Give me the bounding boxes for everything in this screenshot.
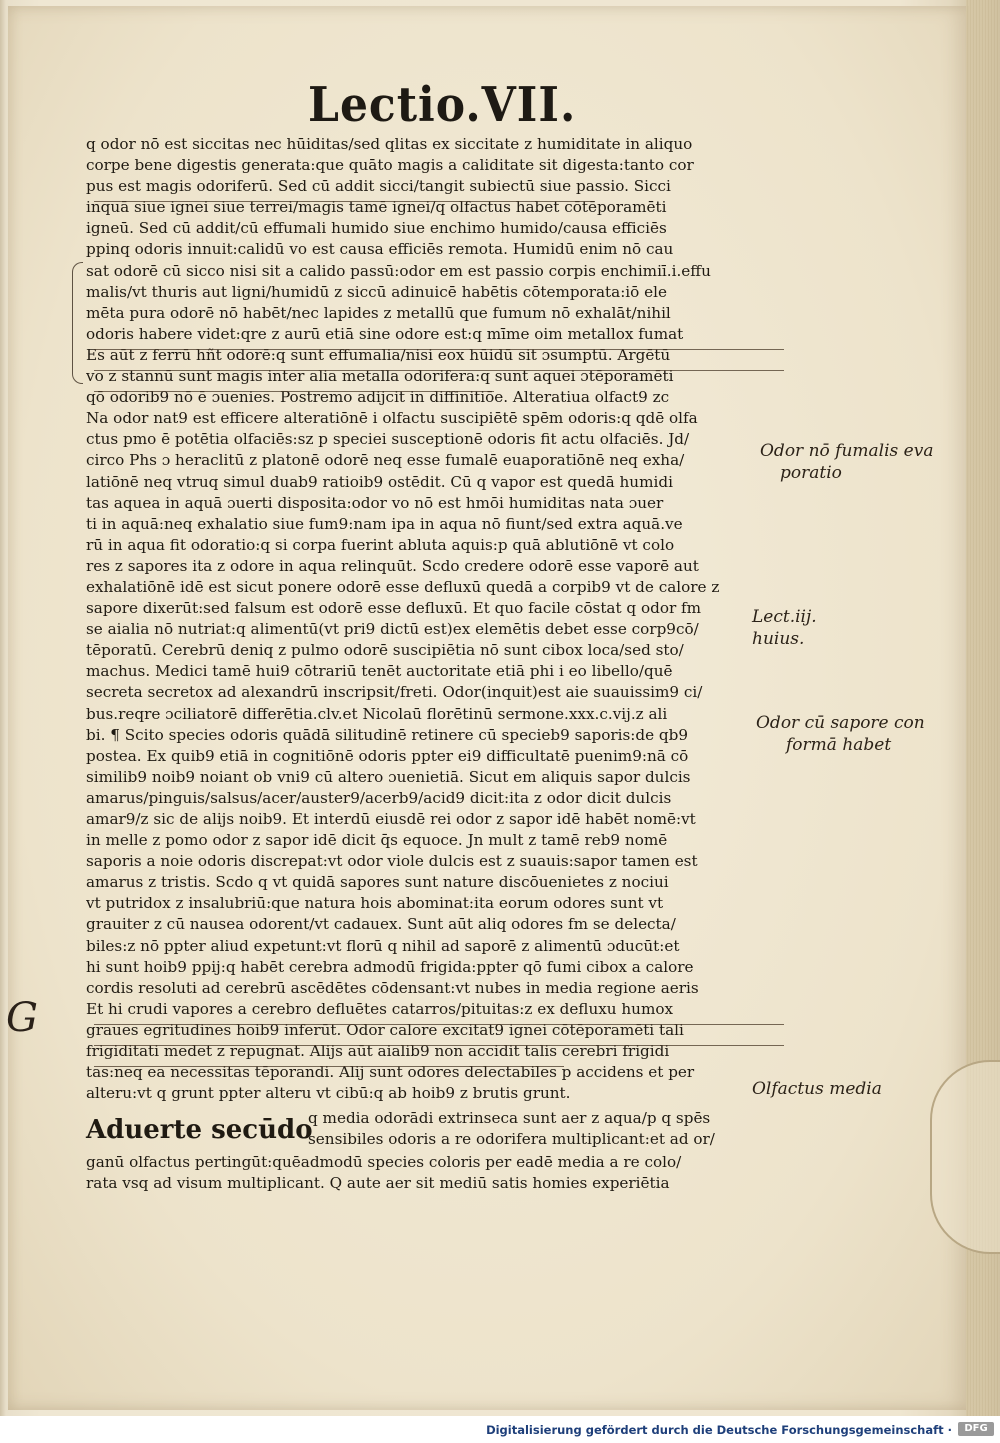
text-line: tas:neq ea necessitas tēporandi. Alij sunt odores delectabiles p accidens et per [86, 1063, 695, 1082]
text-line: bus.reqre ɔciliatorē differētia.clv.et Nicolaū florētinū sermone.xxx.c.vij.z ali [86, 704, 668, 723]
text-line: pus est magis odoriferū. Sed cū addit sicci/tangit subiectū siue passio. Sicci [86, 177, 671, 196]
text-line: vt putridox z insalubriū:que natura hois abominat:ita eorum odores sunt vt [86, 894, 664, 913]
text-line: saporis a noie odoris discrepat:vt odor viole dulcis est z suauis:sapor tamen est [86, 852, 698, 871]
text-line: rata vsq ad visum multiplicant. Q aute aer sit mediū satis homies experiētia [86, 1174, 670, 1193]
ink-underline [94, 1045, 784, 1046]
footer-bar [0, 1416, 1000, 1443]
text-line: tēporatū. Cerebrū deniq z pulmo odorē suscipiētia nō sunt cibox loca/sed sto/ [86, 641, 684, 660]
ink-underline [94, 349, 784, 350]
text-line: ppinq odoris innuit:calidū vo est causa efficiēs remota. Humidū enim nō cau [86, 240, 674, 259]
text-line: hi sunt hoib9 ppij:q habēt cerebra admodū frigida:ppter qō fumi cibox a calore [86, 957, 694, 976]
ink-underline [94, 370, 784, 371]
text-line: vo z stannū sunt magis inter alia metalla odorifera:q sunt aquei ɔtēporamēti [86, 367, 674, 386]
text-line: mēta pura odorē nō habēt/nec lapides z metallū que fumum nō exhalāt/nihil [86, 303, 671, 322]
text-line: in melle z pomo odor z sapor idē dicit q̄s equoce. Jn mult z tamē reb9 nomē [86, 831, 668, 850]
ink-underline [94, 1066, 564, 1067]
margin-note-3 [756, 712, 925, 756]
text-line: tas aquea in aquā ɔuerti disposita:odor vo nō est hmōi humiditas nata ɔuer [86, 493, 664, 512]
text-line: grauiter z cū nausea odorent/vt cadauex. Sunt aūt aliq odores fm se delecta/ [86, 915, 676, 934]
marginal-flourish: G [6, 995, 38, 1041]
ink-underline [94, 1024, 784, 1025]
margin-note-3-line2: formā habet [786, 735, 892, 755]
text-line: sat odorē cū sicco nisi sit a calido passū:odor em est passio corpis enchimiī.i.effu [86, 261, 711, 280]
text-line: inquā siue ignei siue terrei/magis tamē ignei/q olfactus habet cōtēporamēti [86, 198, 667, 217]
dfg-credit: Digitalisierung gefördert durch die Deutsche Forschungsgemeinschaft · [486, 1423, 952, 1437]
text-line: amar9/z sic de alijs noib9. Et interdū eiusdē rei odor z sapor idē habēt nomē:vt [86, 810, 696, 828]
text-line: se aialia nō nutriat:q alimentū(vt pri9 dictū est)ex elemētis debet esse corp9cō/ [86, 620, 699, 639]
margin-note-1-line2: poratio [780, 463, 842, 483]
text-line: Et hi crudi vapores a cerebro defluētes catarros/pituitas:z ex defluxu humox [86, 999, 674, 1018]
text-line: amarus z tristis. Scdo q vt quidā sapores sunt nature discōuenietes z nociui [86, 873, 669, 892]
text-line: sensibiles odoris a re odorifera multiplicant:et ad or/ [308, 1130, 715, 1149]
text-line: Na odor nat9 est efficere alteratiōnē i olfactu suscipiētē spēm odoris:q qdē olfa [86, 409, 698, 428]
text-line: circo Phs ɔ heraclitū z platonē odorē neq esse fumalē euaporatiōnē neq exha/ [86, 451, 685, 470]
margin-note-2-line1: Lect.iij. [752, 607, 817, 627]
text-line: malis/vt thuris aut ligni/humidū z siccū adinuicē habētis cōtemporata:iō ele [86, 282, 667, 301]
text-line: Es aūt z ferrū hñt odorē:q sunt effumalia/nisi eox hūidū sit ɔsumptū. Argētū [86, 345, 671, 364]
text-line: amarus/pinguis/salsus/acer/auster9/acerb9/acid9 dicit:ita z odor dicit dulcis [86, 788, 672, 807]
margin-note-2-line2: huius. [752, 629, 805, 649]
text-line: rū in aqua fit odoratio:q si corpa fuerint abluta aquis:p quā ablutiōnē vt colo [86, 535, 675, 554]
text-line: q odor nō est siccitas nec hūiditas/sed qlitas ex siccitate z humiditate in aliquo [86, 135, 693, 153]
text-line: q media odorādi extrinseca sunt aer z aqua/p q spēs [308, 1109, 711, 1128]
text-line: igneū. Sed cū addit/cū effumali humido siue enchimo humido/causa efficiēs [86, 219, 667, 238]
text-line: alteru:vt q grunt ppter alteru vt cibū:q ab hoib9 z brutis grunt. [86, 1084, 571, 1103]
text-line: machus. Medici tamē hui9 cōtrariū tenēt auctoritate etiā phi i eo libello/quē [86, 662, 673, 681]
text-line: ganū olfactus pertingūt:quēadmodū species coloris per eadē media a re colo/ [86, 1153, 682, 1172]
margin-note-2 [752, 606, 817, 650]
text-line: odoris habere videt:qre z aurū etiā sine odore est:q mīme oim metallox fumat [86, 324, 684, 343]
ink-underline [94, 201, 594, 202]
ink-underline [94, 391, 494, 392]
dfg-logo: DFG [958, 1422, 994, 1436]
text-line: qō odorib9 nō ē ɔuenies. Postremo adijcit in diffinitiōe. Alteratiua olfact9 zc [86, 388, 670, 407]
margin-note-4-text: Olfactus media [752, 1079, 882, 1099]
text-line: graues egritudines hoib9 inferūt. Odor calore excitat9 ignei cōtēporamēti tali [86, 1020, 684, 1039]
text-line: bi. ¶ Scito species odoris quādā silitudinē retinere cū specieb9 saporis:de qb9 [86, 725, 689, 744]
page-leaf [8, 6, 969, 1410]
text-line: res z sapores ita z odore in aqua relinquūt. Scdo credere odorē esse vaporē aut [86, 556, 699, 575]
margin-note-4 [752, 1078, 882, 1100]
margin-bracket [72, 262, 83, 384]
text-line: postea. Ex quib9 etiā in cognitiōnē odoris ppter ei9 difficultatē puenim9:nā cō [86, 746, 689, 765]
text-line: ctus pmo ē potētia olfaciēs:sz p speciei susceptionē odoris fit actu olfaciēs. Jd/ [86, 430, 690, 449]
margin-note-1 [760, 440, 933, 484]
body-text [86, 134, 776, 1195]
text-line: biles:z nō ppter aliud expetunt:vt florū q nihil ad saporē z alimentū ɔducūt:et [86, 936, 680, 955]
text-line: sapore dixerūt:sed falsum est odorē esse defluxū. Et quo facile cōstat q odor fm [86, 599, 702, 618]
margin-note-1-line1: Odor nō fumalis eva [760, 441, 934, 461]
text-line: frigiditati medet z repugnat. Alijs aūt aialib9 non accidit talis cerebri frigidi [86, 1042, 670, 1061]
lectio-heading: Lectio.VII. [308, 77, 577, 133]
advert-lines [308, 1108, 715, 1150]
text-line: secreta secretox ad alexandrū inscripsit/freti. Odor(inquit)est aie suauissim9 ci/ [86, 683, 703, 702]
margin-note-3-line1: Odor cū sapore con [756, 713, 925, 733]
text-line: similib9 noib9 noiant ob vni9 cū altero ɔuenietiā. Sicut em aliquis sapor dulcis [86, 767, 691, 786]
text-line: cordis resoluti ad cerebrū ascēdētes cōdensant:vt nubes in media regione aeris [86, 978, 699, 997]
text-line: exhalatiōnē idē est sicut ponere odorē esse defluxū quedā a corpib9 vt de calore z [86, 577, 720, 596]
text-line: corpe bene digestis generata:que quāto magis a caliditate sit digesta:tanto cor [86, 156, 694, 175]
advert-block [86, 1108, 776, 1152]
advert-heading: Aduerte secūdo [86, 1115, 313, 1146]
clasp-shadow [930, 1060, 1000, 1254]
text-line: ti in aquā:neq exhalatio siue fum9:nam ipa in aqua nō fiunt/sed extra aquā.ve [86, 514, 683, 533]
text-line: latiōnē neq vtruq simul duab9 ratioib9 ostēdit. Cū q vapor est quedā humidi [86, 472, 673, 491]
